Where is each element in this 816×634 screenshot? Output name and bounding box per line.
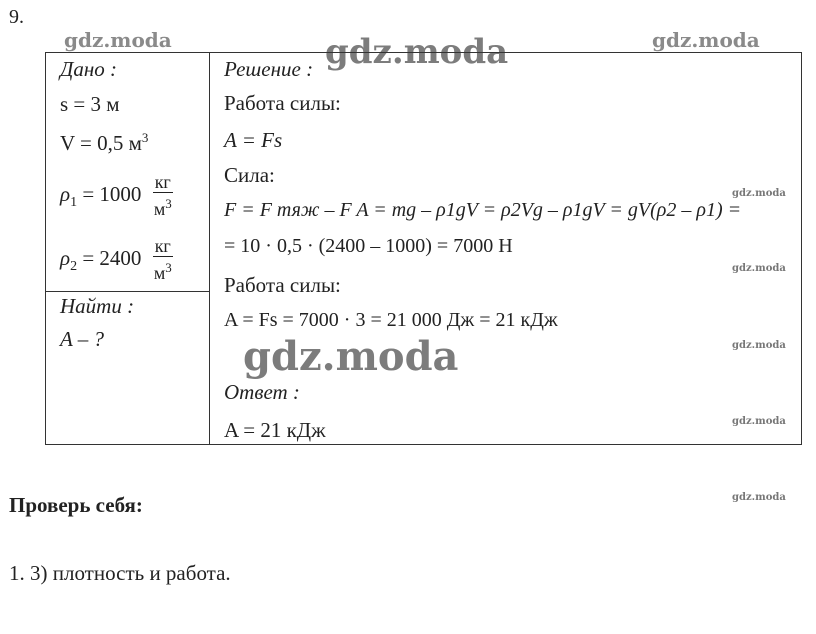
work-label-2: Работа силы: [224, 273, 341, 297]
watermark: gdz.moda [732, 340, 786, 351]
watermark: gdz.moda [243, 333, 459, 380]
given-heading: Дано : [60, 57, 118, 81]
problem-number: 9. [9, 6, 24, 28]
watermark: gdz.moda [732, 492, 786, 503]
given-volume: V = 0,5 $м^3$ [60, 130, 149, 155]
check-heading: Проверь себя: [9, 493, 143, 517]
force-equation-line2: = 10 · 0,5 · (2400 – 1000) = 7000 Н [224, 235, 513, 257]
watermark: gdz.moda [732, 188, 786, 199]
unit-fraction: $\frac{кг}{м^3}$ [153, 172, 172, 219]
watermark: gdz.moda [325, 32, 509, 72]
work-formula: A = Fs [224, 128, 283, 152]
find-item: A – ? [60, 327, 104, 351]
row-divider [45, 291, 209, 292]
work-calculation: A = Fs = 7000 · 3 = 21 000 Дж = 21 кДж [224, 309, 558, 331]
find-heading: Найти : [60, 294, 135, 318]
force-label: Сила: [224, 163, 275, 187]
watermark: gdz.moda [64, 28, 172, 52]
solution-heading: Решение : [224, 57, 314, 81]
given-s: s = 3 м [60, 92, 120, 116]
force-equation-line1: F = F тяж – F A = mg – ρ1gV = ρ2Vg – ρ1gV = gV(ρ2 – ρ1) = [224, 199, 742, 221]
answer-value: A = 21 кДж [224, 418, 326, 442]
check-item-1: 1. 3) плотность и работа. [9, 561, 231, 585]
watermark: gdz.moda [652, 28, 760, 52]
given-rho2: $\rho_2 = 2400$ $\frac{кг}{м^3}$ [60, 236, 172, 283]
work-label: Работа силы: [224, 91, 341, 115]
watermark: gdz.moda [732, 263, 786, 274]
answer-heading: Ответ : [224, 380, 300, 404]
column-divider [209, 52, 210, 445]
given-rho1: $\rho_1 = 1000$ $\frac{кг}{м^3}$ [60, 172, 172, 219]
watermark: gdz.moda [732, 416, 786, 427]
unit-fraction: $\frac{кг}{м^3}$ [153, 236, 172, 283]
